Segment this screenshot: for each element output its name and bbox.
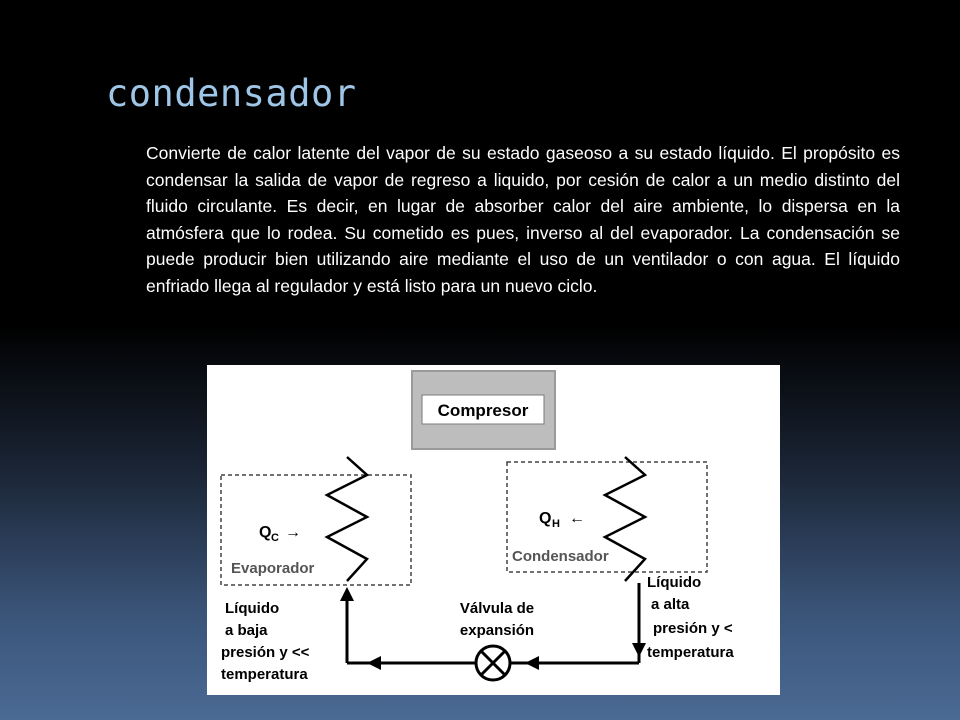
compressor-label: Compresor [437, 401, 529, 420]
qh-arrow: ← [569, 510, 585, 527]
left-label-line1: Líquido [225, 600, 280, 617]
valve-label-line1: Válvula de [459, 600, 535, 617]
condenser-label: Condensador [512, 548, 609, 565]
qh-label: Q [539, 510, 552, 527]
qc-subscript: C [271, 532, 279, 544]
left-label-line4: temperatura [221, 666, 308, 683]
qc-label: Q [259, 524, 272, 541]
qc-arrow: → [285, 524, 301, 541]
refrigeration-cycle-diagram [207, 365, 780, 695]
right-label-line2: a alta [651, 596, 690, 613]
right-label-line4: temperatura [647, 644, 734, 661]
slide-paragraph: Convierte de calor latente del vapor de su estado gaseoso a su estado líquido. El propósito es condensar la salida de vapor de regreso a liquido, por cesión de calor a un medio distinto del fluido circulante. Es decir, en lugar de absorber calor del aire ambiente, lo dispersa en la atmósfera que lo rodea. Su cometido es pues, inverso al del evaporador. La condensación se puede producir bien utilizando aire mediante el uso de un ventilador o con agua. El líquido enfriado llega al regulador y está listo para un nuevo ciclo. [146, 143, 900, 296]
valve-label-line2: expansión [459, 622, 535, 639]
expansion-valve-icon [476, 646, 510, 680]
evaporator-label: Evaporador [231, 560, 315, 577]
left-label-line3: presión y << [221, 644, 310, 661]
left-label-line2: a baja [225, 622, 268, 639]
right-label-line1: Líquido [647, 574, 702, 591]
qh-subscript: H [552, 518, 560, 530]
slide-title: condensador [106, 72, 357, 115]
right-label-line3: presión y < [653, 620, 733, 637]
